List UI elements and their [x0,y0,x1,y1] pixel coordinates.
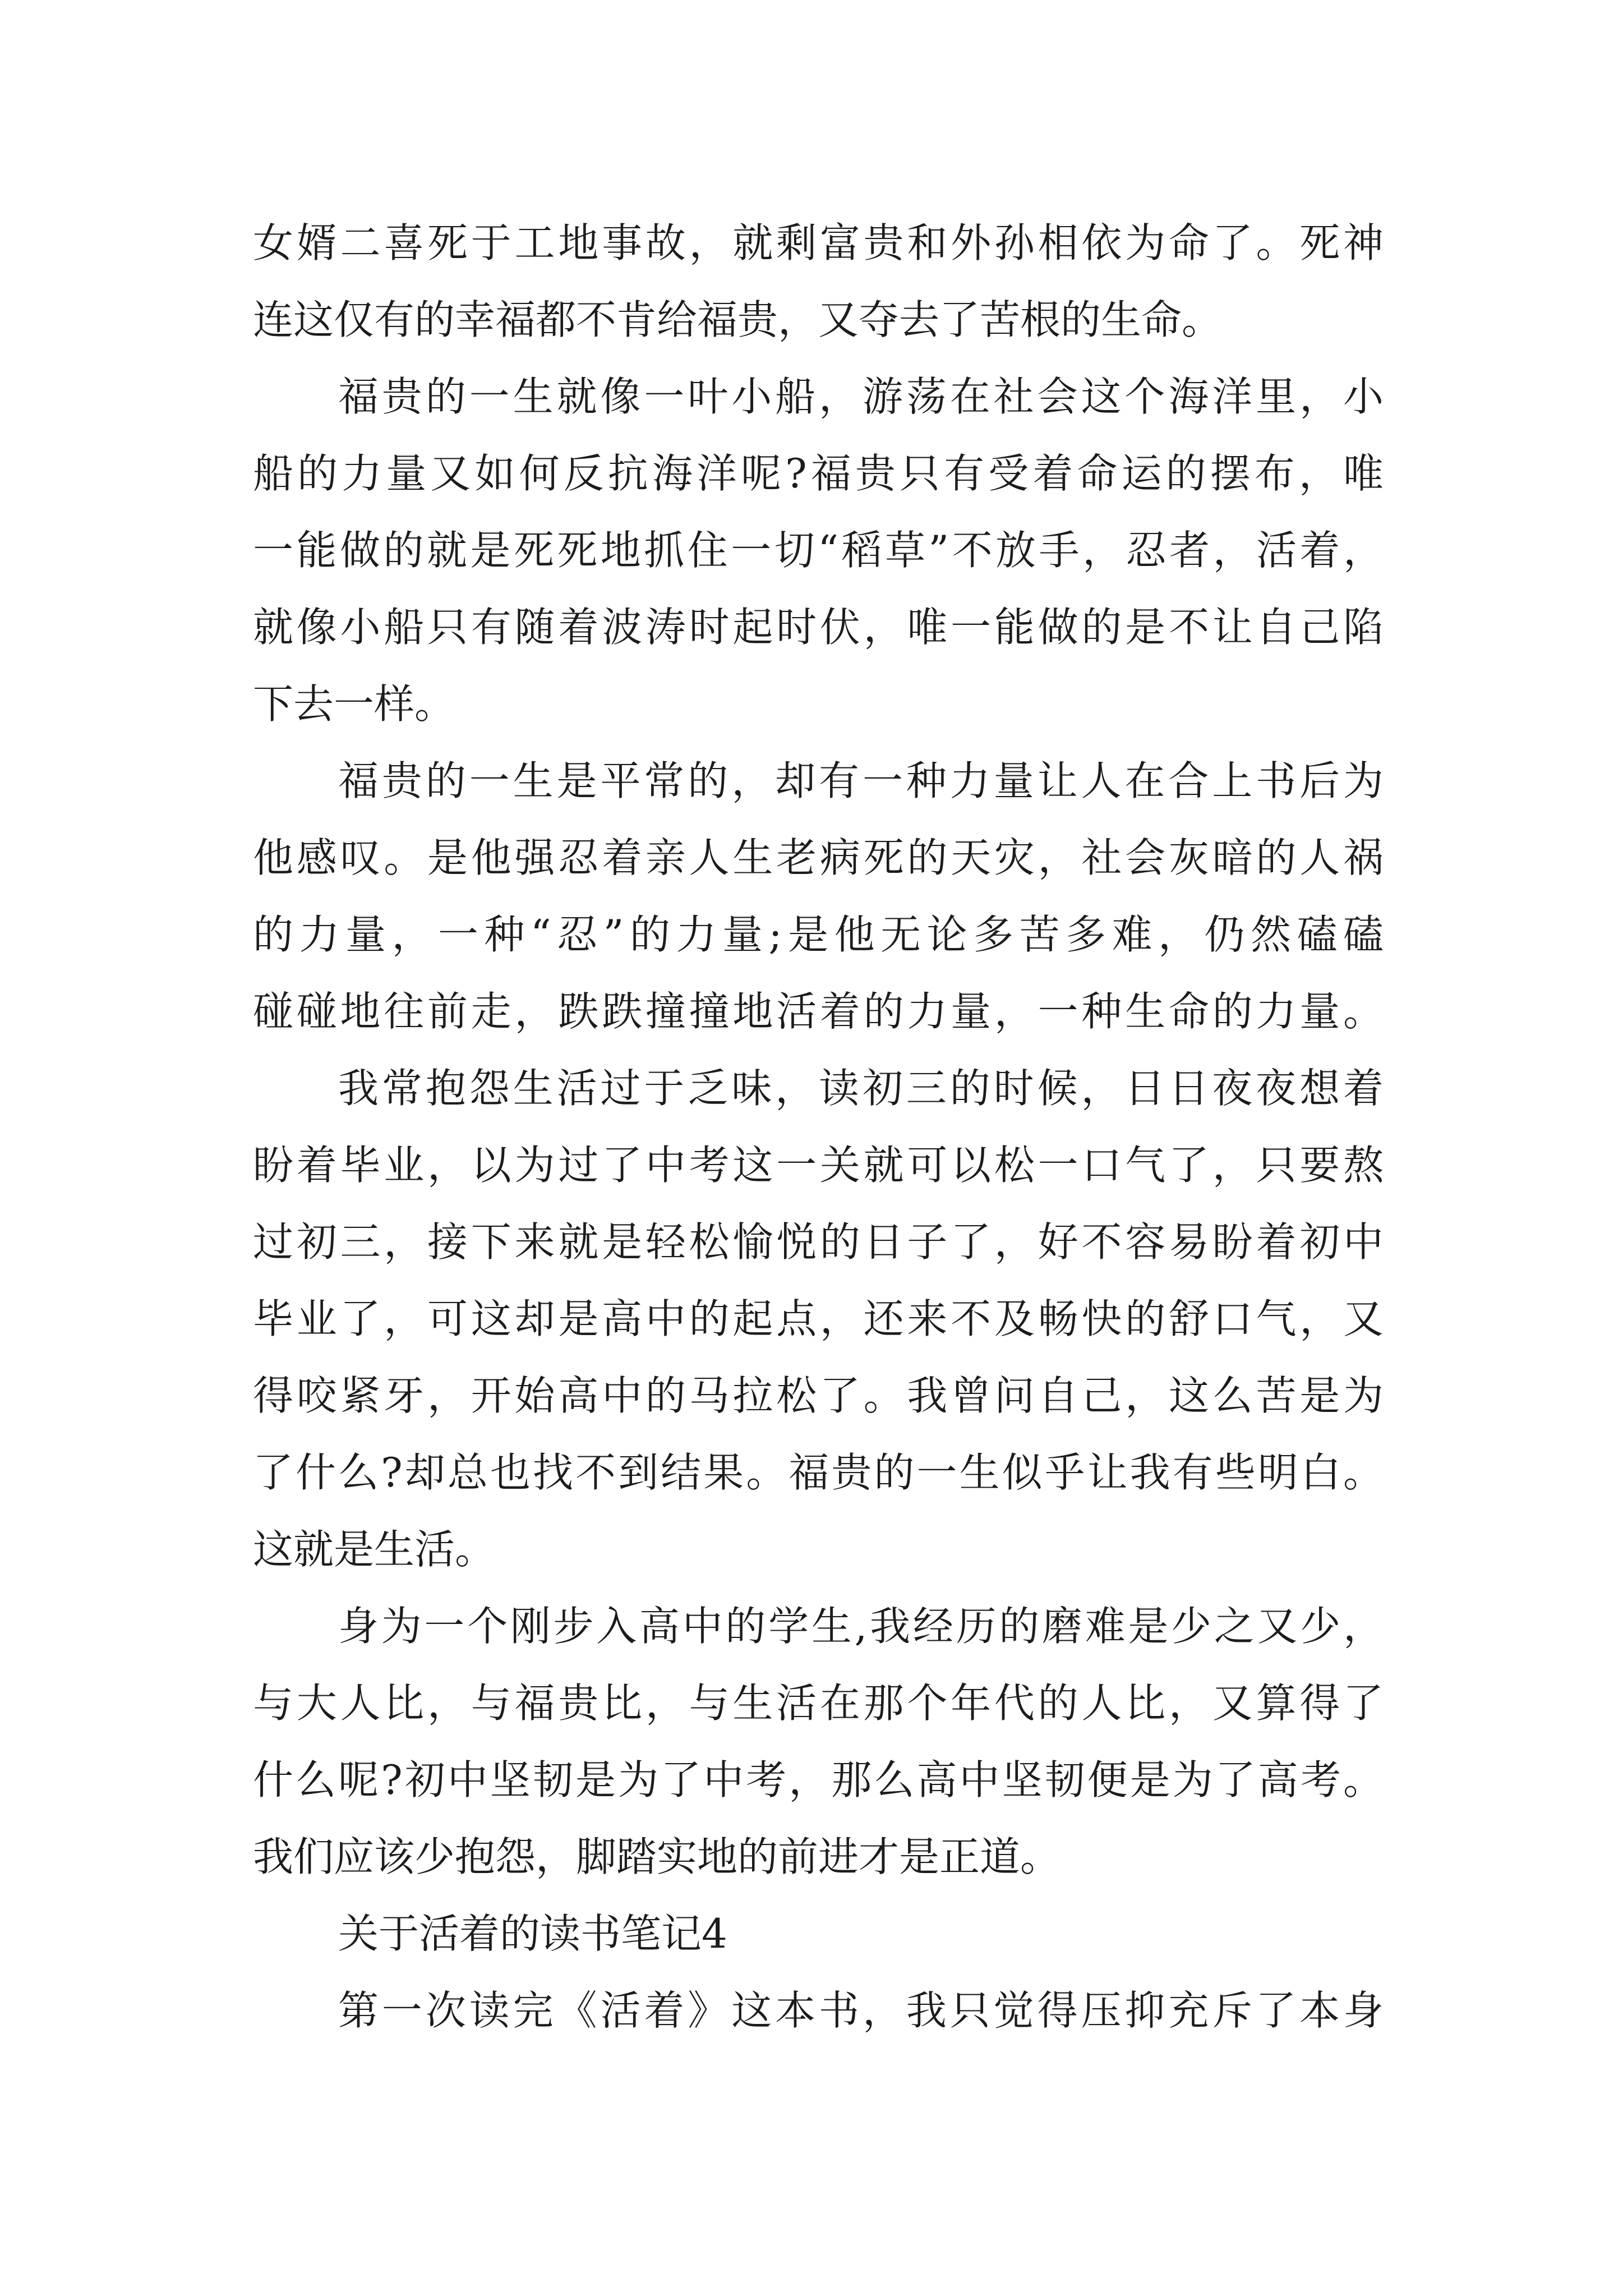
text-line: 下去一样。 [253,680,455,728]
document-page [253,205,1384,2049]
text-line: 得咬紧牙，开始高中的马拉松了。我曾问自己，这么苦是为 [253,1372,1384,1419]
text-line: 连这仅有的幸福都不肯给福贵，又夺去了苦根的生命。 [253,296,1223,343]
paragraph [253,1972,1384,2049]
text-line: 了什么?却总也找不到结果。福贵的一生似乎让我有些明白。 [253,1449,1384,1496]
text-line: 就像小船只有随着波涛时起时伏，唯一能做的是不让自己陷 [253,604,1384,651]
paragraph [253,1050,1384,1588]
text-line: 第一次读完《活着》这本书，我只觉得压抑充斥了本身 [338,1987,1384,2034]
text-line: 身为一个刚步入高中的学生,我经历的磨难是少之又少， [338,1603,1384,1650]
text-line: 船的力量又如何反抗海洋呢?福贵只有受着命运的摆布，唯 [253,450,1384,497]
text-line: 什么呢?初中坚韧是为了中考，那么高中坚韧便是为了高考。 [253,1756,1384,1803]
text-line: 一能做的就是死死地抓住一切“稻草”不放手，忍者，活着， [253,527,1384,574]
paragraph [253,1588,1384,1895]
paragraph-continued [253,205,1384,358]
paragraph [253,358,1384,743]
paragraph [253,743,1384,1050]
text-line: 过初三，接下来就是轻松愉悦的日子了，好不容易盼着初中 [253,1218,1384,1266]
text-line: 毕业了，可这却是高中的起点，还来不及畅快的舒口气，又 [253,1295,1384,1342]
text-line: 的力量，一种“忍”的力量;是他无论多苦多难，仍然磕磕 [253,911,1384,958]
text-line: 福贵的一生就像一叶小船，游荡在社会这个海洋里，小 [338,373,1384,420]
text-line: 女婿二喜死于工地事故，就剩富贵和外孙相依为命了。死神 [253,219,1384,266]
text-line: 我们应该少抱怨，脚踏实地的前进才是正道。 [253,1833,1061,1880]
text-line: 福贵的一生是平常的，却有一种力量让人在合上书后为 [338,757,1384,804]
text-line: 盼着毕业，以为过了中考这一关就可以松一口气了，只要熬 [253,1142,1384,1189]
text-line: 这就是生活。 [253,1526,496,1573]
text-line: 与大人比，与福贵比，与生活在那个年代的人比，又算得了 [253,1680,1384,1727]
section-heading [253,1895,1384,1972]
text-line: 他感叹。是他强忍着亲人生老病死的天灾，社会灰暗的人祸 [253,834,1384,881]
text-line: 碰碰地往前走，跌跌撞撞地活着的力量，一种生命的力量。 [253,988,1384,1035]
section-heading-text: 关于活着的读书笔记4 [338,1910,727,1957]
text-line: 我常抱怨生活过于乏味，读初三的时候，日日夜夜想着 [338,1065,1384,1112]
